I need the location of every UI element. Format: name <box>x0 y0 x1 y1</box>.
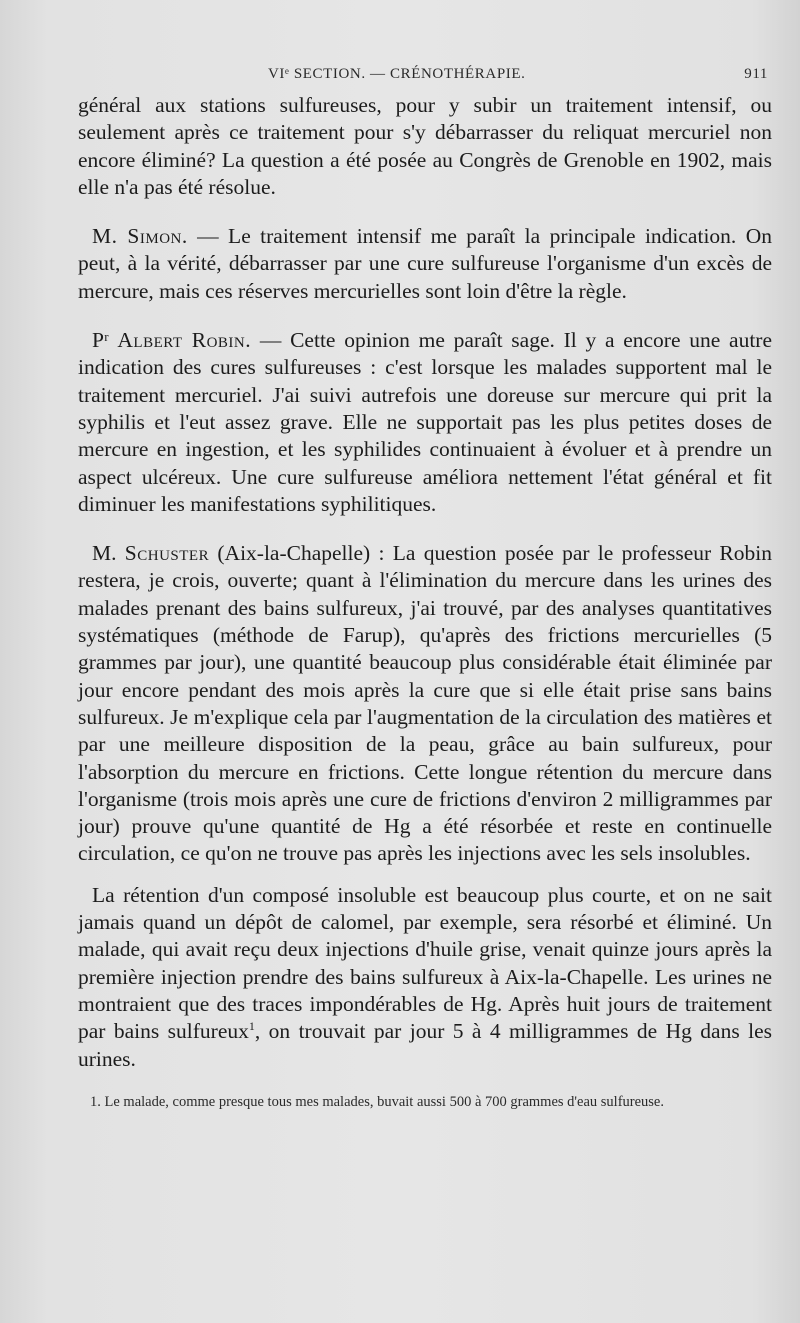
paragraph-text-end: , on trouvait par jour 5 à 4 milligrammes de Hg dans les urines. <box>78 1019 772 1071</box>
paragraph-text: (Aix-la-Chapelle) : La question posée par le professeur Robin restera, je crois, ouverte; quant à l'élimination du mercure dans les urines des malades prenant des bains sulfureux, j'ai trouvé, par des analyses quantitatives systématiques (méthode de Farup), qu'après des frictions mercurielles (5 grammes par jour), une quantité beaucoup plus considérable était éliminée par jour encore pendant des mois après la cure que si elle était prise sans bains sulfureux. Je m'explique cela par l'augmentation de la circulation des matières et par une meilleure disposition de la peau, grâce au bain sulfureux, pour l'absorption du mercure en frictions. Cette longue rétention du mercure dans l'organisme (trois mois après une cure de frictions d'environ 2 milligrammes par jour) prouve qu'une quantité de Hg a été résorbée et reste en continuelle circulation, ce qu'on ne trouve pas après les injections avec les sels insolubles. <box>78 541 772 866</box>
running-head <box>78 62 772 92</box>
footnote-number: 1. <box>90 1093 101 1110</box>
paragraph-continuation <box>78 92 772 201</box>
footnote <box>78 1093 772 1111</box>
paragraph-simon <box>78 223 772 305</box>
speaker-name: Albert Robin. <box>117 328 252 353</box>
speaker-name: Schuster <box>124 541 210 566</box>
section-title: VIᵉ SECTION. — CRÉNOTHÉRAPIE. <box>268 66 526 82</box>
speaker-prefix: M. <box>92 541 125 566</box>
footnote-reference: 1 <box>248 1019 255 1034</box>
footnote-text: Le malade, comme presque tous mes malades, buvait aussi 500 à 700 grammes d'eau sulfureuse. <box>100 1093 664 1110</box>
paragraph-schuster <box>78 540 772 868</box>
paragraph-text: général aux stations sulfureuses, pour y subir un traitement intensif, ou seulement après ce traitement pour s'y débarrasser du reliquat mercuriel non encore éliminé? La question a été posée au Congrès de Grenoble en 1902, mais elle n'a pas été résolue. <box>78 93 772 199</box>
paragraph-retention <box>78 882 772 1073</box>
speaker-prefix: Pʳ <box>92 328 118 353</box>
body-text <box>78 92 772 1073</box>
paragraph-text: — Cette opinion me paraît sage. Il y a encore une autre indication des cures sulfureuses : c'est lorsque les malades supportent mal le traitement mercuriel. J'ai suivi autrefois une doreuse sur mercure qui prit la syphilis et l'eut assez grave. Elle ne supportait pas les plus petites doses de mercure en ingestion, et les syphilides continuaient à évoluer et à prendre un aspect ulcéreux. Une cure sulfureuse améliora nettement l'état général et fit diminuer les manifestations syphilitiques. <box>78 328 772 516</box>
paragraph-text: — Le traitement intensif me paraît la principale indication. On peut, à la vérité, débarrasser par une cure sulfureuse l'organisme d'un excès de mercure, mais ces réserves mercurielles sont loin d'être la règle. <box>78 224 772 303</box>
speaker-name: M. Simon. <box>92 224 188 249</box>
paragraph-robin <box>78 327 772 518</box>
paragraph-text: La rétention d'un composé insoluble est beaucoup plus courte, et on ne sait jamais quand un dépôt de calomel, par exemple, sera résorbé et éliminé. Un malade, qui avait reçu deux injections d'huile grise, venait quinze jours après la première injection prendre des bains sulfureux à Aix-la-Chapelle. Les urines ne montraient que des traces impondérables de Hg. Après huit jours de traitement par bains sulfureux <box>78 882 772 1044</box>
page-number: 911 <box>744 66 768 82</box>
